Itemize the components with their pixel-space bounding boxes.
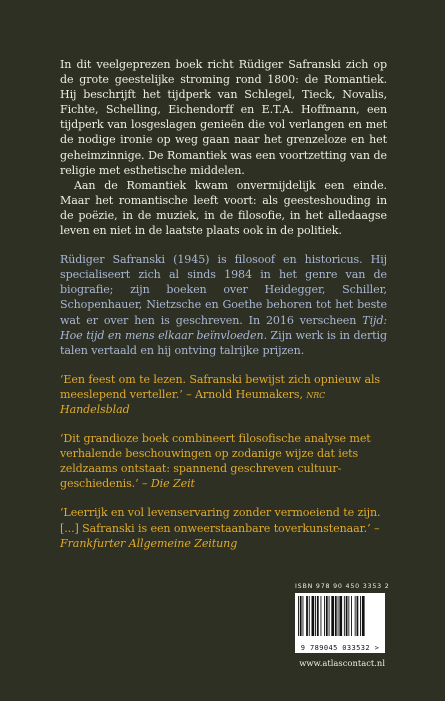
barcode-bar	[360, 596, 361, 636]
barcode-image	[295, 593, 385, 653]
barcode-bar	[309, 596, 310, 636]
barcode-bar	[338, 596, 339, 636]
barcode-bar	[331, 596, 334, 636]
quote-author: –	[138, 477, 151, 491]
review-quote-1	[60, 372, 387, 417]
barcode-bar	[315, 596, 316, 636]
quote-text: ‘Leerrijk en vol levenservaring zonder vermoeiend te zijn. [...] Safranski is een onweerstaanbare toverkunstenaar.’	[60, 506, 381, 535]
quote-publication: Handelsblad	[60, 402, 130, 416]
text-column	[60, 57, 387, 551]
quote-publication: Frankfurter Allgemeine Zeitung	[60, 536, 238, 550]
barcode-bars	[298, 596, 382, 642]
barcode-bar	[351, 596, 352, 636]
barcode-bar	[339, 596, 342, 636]
barcode-bar	[326, 596, 328, 636]
quote-author: –	[370, 521, 380, 535]
barcode-bar	[303, 596, 304, 636]
barcode-bar	[306, 596, 308, 636]
bio-text-before: Rüdiger Safranski (1945) is filosoof en historicus. Hij specialiseert zich al sinds 1984 in het genre van de biografie; zijn boeken over Heidegger, Schiller, Schopenhauer, Nietzsche en Goethe behoren tot het beste wat er over hen is geschreven. In 2016 verscheen	[60, 253, 387, 327]
quote-author: – Arnold Heumakers,	[182, 387, 307, 401]
author-bio	[60, 252, 387, 358]
barcode-bar	[362, 596, 365, 636]
quote-publication: Die Zeit	[150, 477, 195, 491]
barcode-bar	[312, 596, 315, 636]
review-quote-2	[60, 431, 387, 491]
barcode-bar	[298, 596, 299, 636]
barcode-bar	[324, 596, 325, 636]
quote-publication-abbrev: nrc	[306, 387, 326, 401]
synopsis-paragraph-2: Aan de Romantiek kwam onvermijdelijk een einde. Maar het romantische leeft voort: als geesteshouding in de poëzie, in de muziek, in de filosofie, in het alledaagse leven en niet in de laatste plaats ook in de politiek.	[60, 178, 387, 238]
bio-text-after: . Zijn werk is in dertig talen vertaald en hij ontving talrijke prijzen.	[60, 328, 387, 357]
barcode-bar	[329, 596, 330, 636]
barcode-digits: 9 789045 033532 >	[300, 644, 380, 652]
barcode-bar	[355, 596, 356, 636]
quote-text: ‘Een feest om te lezen. Safranski bewijst zich opnieuw als meeslepend verteller.’	[60, 372, 381, 401]
barcode-block	[295, 583, 390, 668]
isbn-label: ISBN 978 90 450 3353 2	[295, 583, 390, 590]
barcode-bar	[317, 596, 319, 636]
barcode-bar	[321, 596, 322, 636]
barcode-bar	[344, 596, 345, 636]
quote-text: ‘Dit grandioze boek combineert filosofische analyse met verhalende beschouwingen op zodanige wijze dat iets zeldzaams ontstaat: spannend geschreven cultuur-geschiedenis.’	[60, 432, 371, 491]
barcode-bar	[348, 596, 349, 636]
barcode-bar	[346, 596, 348, 636]
barcode-bar	[300, 596, 302, 636]
review-quote-3	[60, 505, 387, 550]
publisher-website: www.atlascontact.nl	[299, 658, 385, 668]
barcode-bar	[357, 596, 359, 636]
barcode-bar	[335, 596, 337, 636]
synopsis-paragraph-1: In dit veelgeprezen boek richt Rüdiger Safranski zich op de grote geestelijke stroming rond 1800: de Romantiek. Hij beschrijft het tijdperk van Schlegel, Tieck, Novalis, Fichte, Schelling, Eichendorff en E.T.A. Hoffmann, een tijdperk van losgeslagen genieën die vol verlangen en met de nodige ironie op weg gaan naar het grenzeloze en het geheimzinnige. De Romantiek was een voortzetting van de religie met esthetische middelen.	[60, 58, 387, 177]
synopsis	[60, 57, 387, 238]
bio-book-title: Tijd: Hoe tijd en mens elkaar beïnvloeden	[60, 313, 387, 342]
